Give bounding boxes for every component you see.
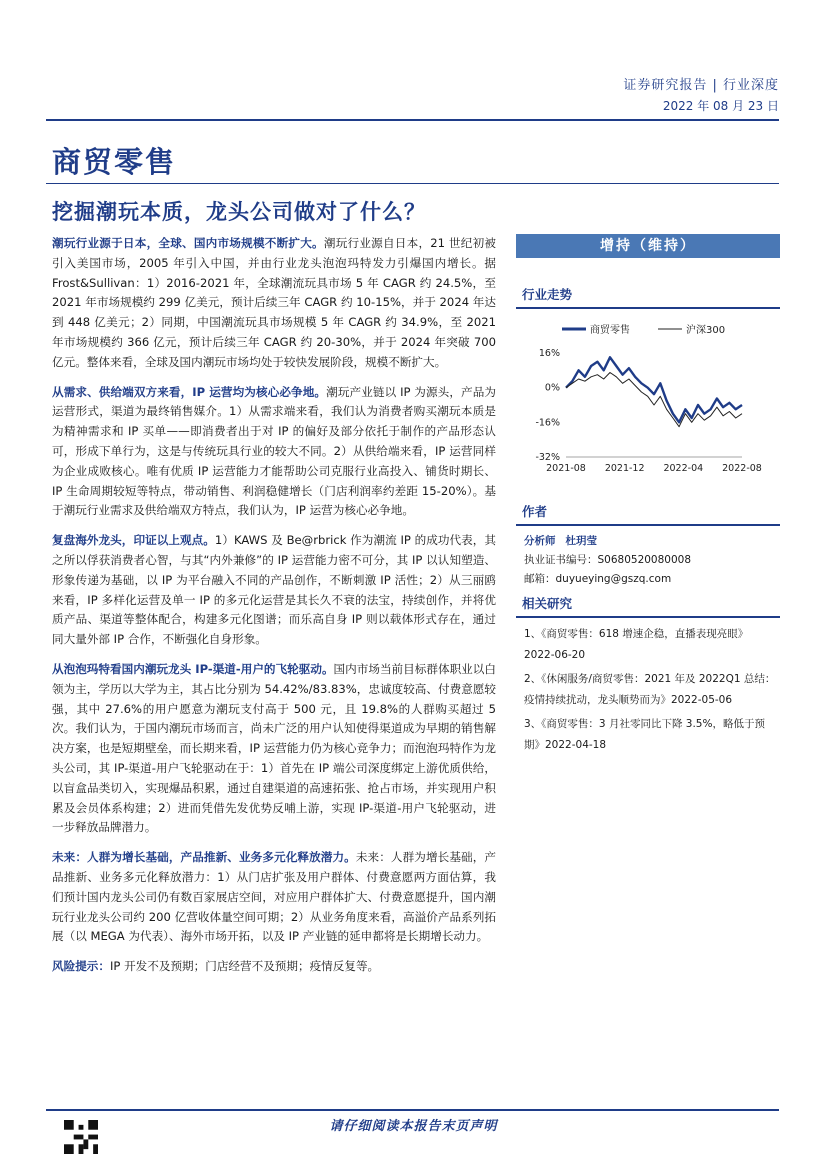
header-rule bbox=[46, 119, 779, 121]
sidebar bbox=[516, 234, 780, 759]
paragraph bbox=[52, 660, 496, 838]
legend-label: 商贸零售 bbox=[590, 325, 630, 336]
paragraph-lead: 潮玩行业源于日本，全球、国内市场规模不断扩大。 bbox=[52, 236, 324, 250]
sector-rule bbox=[46, 183, 779, 184]
report-headline: 挖掘潮玩本质，龙头公司做对了什么？ bbox=[52, 200, 426, 224]
analyst-label: 分析师 bbox=[524, 535, 556, 547]
paragraph bbox=[52, 957, 496, 977]
trend-chart-svg bbox=[516, 309, 780, 481]
rating-badge: 增持（维持） bbox=[516, 234, 780, 258]
paragraph-text: 潮玩行业源自日本，21 世纪初被引入美国市场，2005 年引入中国，并由行业龙头泡泡玛特发力引爆国内增长。据 Frost&Sullivan：1）2016-2021 年，全球潮流玩具市场 5 年 CAGR 约 24.5%，至 2021 年市场规模约 299 亿美元，预计后续三年 CAGR 约 10-15%，并于 2024 年达到 448 亿美元；2）同期，中国潮流玩具市场规模 5 年 CAGR 约 34.9%，至 2021 年市场规模约 366 亿元，预计后续三年 CAGR 约 20-30%，并于 2024 年突破 700 亿元。整体来看，全球及国内潮玩市场均处于较快发展阶段，规模不断扩大。 bbox=[52, 236, 496, 369]
license-number: S0680520080008 bbox=[597, 554, 692, 566]
paragraph-lead: 从需求、供给端双方来看，IP 运营均为核心必争地。 bbox=[52, 384, 327, 399]
paragraph bbox=[52, 531, 496, 650]
paragraph bbox=[52, 234, 496, 373]
footer-rule bbox=[46, 1109, 779, 1111]
related-section-title: 相关研究 bbox=[516, 591, 780, 618]
x-tick-label: 2022-08 bbox=[722, 463, 762, 474]
x-tick-label: 2021-12 bbox=[604, 463, 645, 474]
author-section-title: 作者 bbox=[516, 499, 780, 526]
y-tick-label: 0% bbox=[544, 382, 560, 394]
series-line-sector bbox=[566, 357, 742, 422]
related-item[interactable]: 2、《休闲服务/商贸零售：2021 年及 2022Q1 总结：疫情持续扰动，龙头顺势而为》2022-05-06 bbox=[524, 673, 776, 706]
paragraph-text: 国内市场当前目标群体职业以白领为主，学历以大学为主，其占比分别为 54.42%/83.83%，忠诚度较高、付费意愿较强，其中 27.6%的用户愿意为潮玩支付高于 500 元，且 19.8%的人群购买超过 5 次。我们认为，于国内潮玩市场而言，尚未广泛的用户认知使得渠道成为早期的销售解决方案，也是短期壁垒，而长期来看，IP 运营能力仍为核心竞争力；而泡泡玛特作为龙头公司，其 IP-渠道-用户飞轮驱动在于：1）首先在 IP 端公司深度绑定上游优质供给，以盲盒品类切入，实现爆品积累，通过自建渠道的高速拓张、抢占市场，并实现用户积累及会员体系构建；2）进而凭借先发优势反哺上游，实现 IP-渠道-用户飞轮驱动，进一步释放品牌潜力。 bbox=[52, 661, 496, 835]
paragraph-lead: 风险提示： bbox=[52, 959, 110, 974]
license-line bbox=[516, 551, 780, 570]
report-type: 证券研究报告 | 行业深度 bbox=[623, 78, 779, 93]
y-tick-label: 16% bbox=[538, 348, 560, 359]
x-tick-label: 2022-04 bbox=[663, 463, 704, 474]
paragraph-text: 1）KAWS 及 Be@rbrick 作为潮流 IP 的成功代表，其之所以俘获消费者心智，与其“内外兼修”的 IP 运营能力密不可分，其 IP 以认知塑造、形象传递为基础，以 IP 为平台融入不同的产品创作，不断刺激 IP 活性；2）从三丽鸥来看，IP 多样化运营及单一 IP 的多元化运营是其长久不衰的法宝，持续创作，并将优质产品、渠道等整体配合，构建多元化图谱；而乐高自身 IP 则以载体形式存在，通过同大量外部 IP 合作，不断强化自身形象。 bbox=[52, 533, 496, 647]
trend-section-title: 行业走势 bbox=[516, 282, 780, 309]
email-address[interactable]: duyueying@gszq.com bbox=[555, 573, 672, 585]
trend-chart bbox=[516, 309, 780, 481]
x-tick-label: 2021-08 bbox=[546, 463, 586, 474]
related-list bbox=[516, 618, 780, 756]
legend-label: 沪深300 bbox=[686, 325, 726, 336]
email-line bbox=[516, 570, 780, 589]
paragraph bbox=[52, 848, 496, 947]
paragraph bbox=[52, 383, 496, 522]
analyst-name: 杜玥莹 bbox=[565, 535, 598, 547]
y-tick-label: -16% bbox=[535, 417, 560, 429]
related-item[interactable]: 3、《商贸零售：3 月社零同比下降 3.5%，略低于预期》2022-04-18 bbox=[524, 718, 765, 751]
paragraph-text: 未来：人群为增长基础，产品推新、业务多元化释放潜力：1）从门店扩张及用户群体、付费意愿两方面估算，我们预计国内龙头公司仍有数百家展店空间，对应用户群体扩大、付费意愿提升，国内潮玩行业龙头公司约 200 亿营收体量空间可期；2）从业务角度来看，高溢价产品系列拓展（以 MEGA 为代表）、海外市场开拓，以及 IP 产业链的延申都将是长期增长动力。 bbox=[52, 850, 496, 944]
sector-title: 商贸零售 bbox=[52, 145, 177, 179]
paragraph-lead: 复盘海外龙头，印证以上观点。 bbox=[52, 533, 215, 548]
paragraph-lead: 未来：人群为增长基础，产品推新、业务多元化释放潜力。 bbox=[52, 850, 356, 865]
report-date: 2022 年 08 月 23 日 bbox=[662, 99, 779, 113]
related-item[interactable]: 1、《商贸零售：618 增速企稳，直播表现亮眼》2022-06-20 bbox=[524, 628, 749, 661]
y-tick-label: -32% bbox=[535, 452, 560, 463]
analyst-line bbox=[516, 532, 780, 551]
license-label: 执业证书编号： bbox=[524, 554, 598, 566]
paragraph-text: 潮玩产业链以 IP 为源头，产品为运营形式，渠道为最终销售媒介。1）从需求端来看，我们认为消费者购买潮玩本质是为精神需求和 IP 买单——即消费者出于对 IP 的偏好及部分依托于制作的产品形态认可，形成下单行为，这是与传统玩具行业的较大不同。2）从供给端来看，IP 运营同样为企业成败核心。唯有优质 IP 运营能力才能帮助公司克服行业高投入、铺货时期长、IP 生命周期较短等特点，带动销售、利润稳健增长（门店利润率约差距 15-20%）。基于潮玩行业需求及供给端双方特点，我们认为，IP 运营为核心必争地。 bbox=[52, 384, 496, 518]
email-label: 邮箱： bbox=[524, 573, 556, 585]
paragraph-text: IP 开发不及预期；门店经营不及预期；疫情反复等。 bbox=[109, 959, 380, 974]
summary-body bbox=[52, 234, 496, 987]
footer-disclaimer: 请仔细阅读本报告末页声明 bbox=[329, 1119, 498, 1134]
paragraph-lead: 从泡泡玛特看国内潮玩龙头 IP-渠道-用户的飞轮驱动。 bbox=[52, 661, 334, 676]
